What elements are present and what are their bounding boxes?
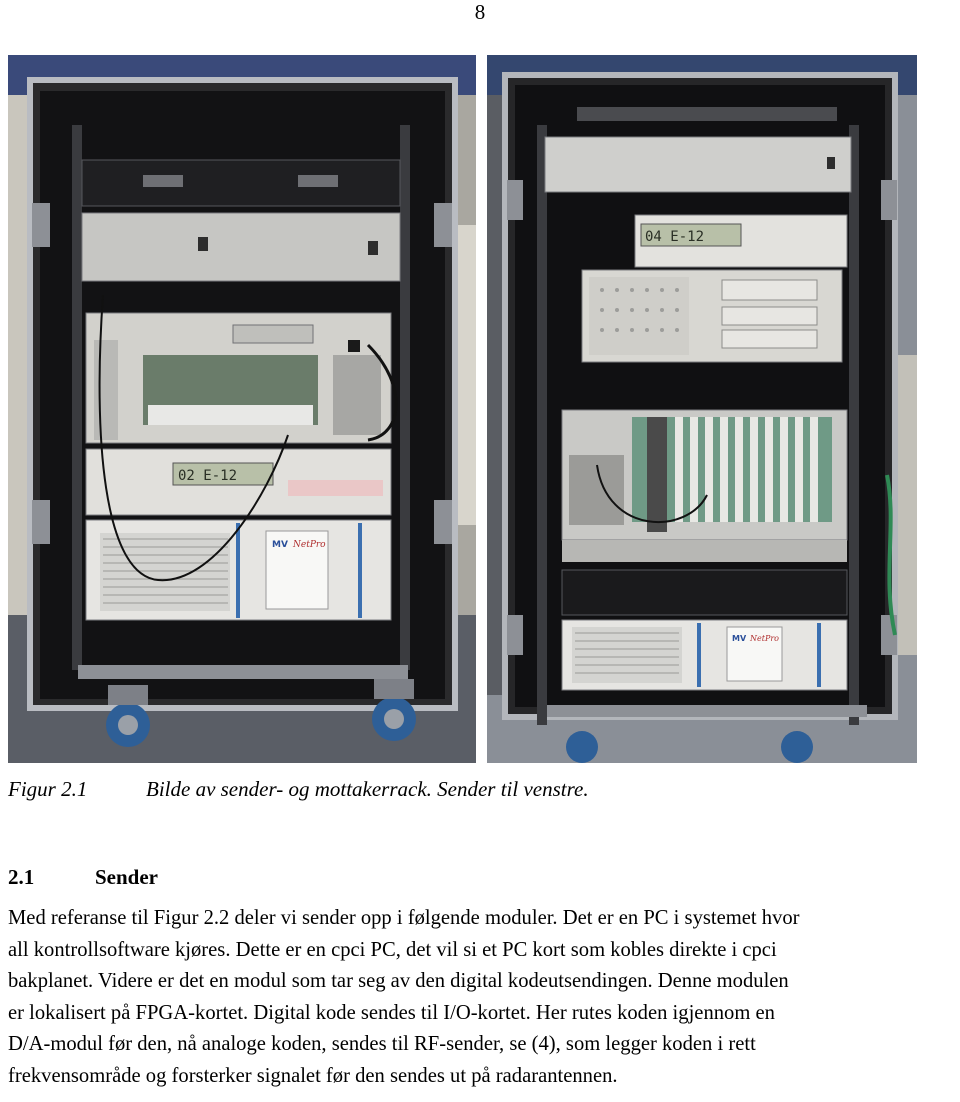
page-number: 8 — [474, 0, 486, 24]
paragraph-line: D/A-modul før den, nå analoge koden, sendes til RF-sender, se (4), som legger koden i rett — [8, 1033, 756, 1056]
right-module-brand: MV — [732, 634, 747, 643]
paragraph-line: all kontrollsoftware kjøres. Dette er en cpci PC, det vil si et PC kort som kobles direkte i cpci — [8, 938, 777, 961]
right-lcd-readout: 04 E-12 — [645, 229, 705, 245]
figure-caption-text: Bilde av sender- og mottakerrack. Sender til venstre. — [146, 777, 589, 801]
paragraph-line: frekvensområde og forsterker signalet før den sendes ut på radarantennen. — [8, 1064, 618, 1087]
figure-caption — [8, 776, 589, 802]
section-title: Sender — [95, 865, 158, 889]
section-number: 2.1 — [8, 865, 35, 889]
body-paragraph — [8, 903, 958, 1093]
figure-label: Figur 2.1 — [8, 777, 88, 801]
sender-rack-photo — [8, 55, 476, 763]
paragraph-line: bakplanet. Videre er det en modul som tar seg av den digital kodeutsendingen. Denne modulen — [8, 970, 789, 993]
paragraph-line: Med referanse til Figur 2.2 deler vi sender opp i følgende moduler. Det er en PC i systemet hvor — [8, 907, 800, 929]
left-module-brand: MV — [272, 540, 288, 550]
right-module-model: NetPro — [750, 634, 779, 643]
left-module-model: NetPro — [293, 540, 326, 550]
paragraph-line: er lokalisert på FPGA-kortet. Digital kode sendes til I/O-kortet. Her rutes koden igjennom en — [8, 1001, 775, 1024]
section-heading — [8, 864, 158, 890]
left-lcd-readout: 02 E-12 — [178, 468, 238, 484]
receiver-rack-photo — [487, 55, 917, 763]
